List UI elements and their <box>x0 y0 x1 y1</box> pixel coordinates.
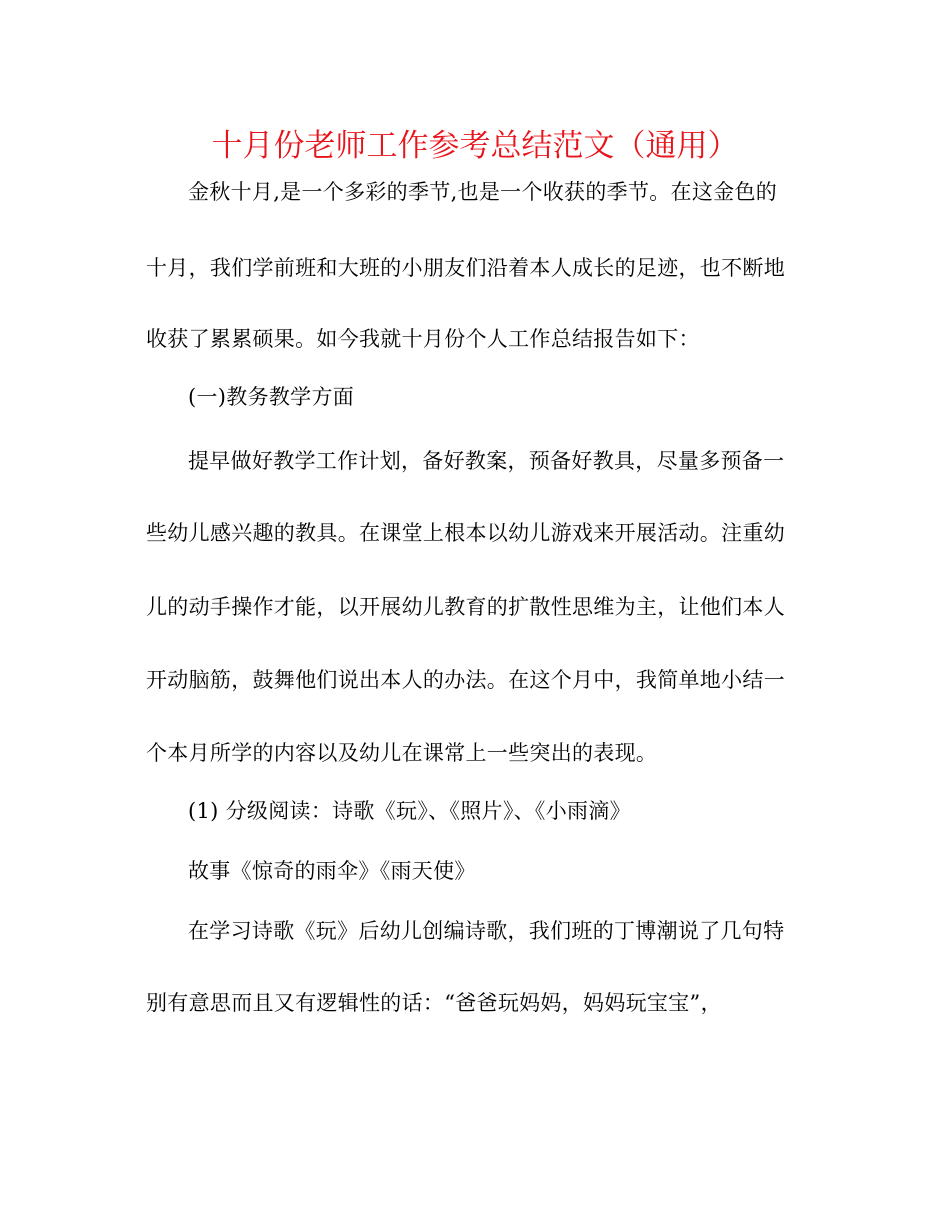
document-title: 十月份老师工作参考总结范文（通用） <box>211 128 739 164</box>
paragraph-line: 儿的动手操作才能，以开展幼儿教育的扩散性思维为主，让他们本人 <box>146 595 785 619</box>
paragraph-line: 些幼儿感兴趣的教具。在课堂上根本以幼儿游戏来开展活动。注重幼 <box>146 521 785 545</box>
paragraph-line: 别有意思而且又有逻辑性的话：“爸爸玩妈妈，妈妈玩宝宝”， <box>146 991 722 1015</box>
list-item: (1) 分级阅读：诗歌《玩》、《照片》、《小雨滴》 <box>188 799 631 823</box>
paragraph-line: 收获了累累硕果。如今我就十月份个人工作总结报告如下： <box>146 327 700 351</box>
paragraph-line: 开动脑筋，鼓舞他们说出本人的办法。在这个月中，我简单地小结一 <box>146 668 785 692</box>
paragraph-line: 金秋十月,是一个多彩的季节,也是一个收获的季节。在这金色的 <box>188 180 778 204</box>
paragraph-line: 提早做好教学工作计划，备好教案，预备好教具，尽量多预备一 <box>188 449 785 473</box>
section-heading: (一)教务教学方面 <box>188 385 355 409</box>
paragraph-line: 个本月所学的内容以及幼儿在课常上一些突出的表现。 <box>146 741 658 765</box>
paragraph-line: 故事《惊奇的雨伞》《雨天使》 <box>188 859 476 883</box>
paragraph-line: 在学习诗歌《玩》后幼儿创编诗歌，我们班的丁博潮说了几句特 <box>188 919 785 943</box>
paragraph-line: 十月，我们学前班和大班的小朋友们沿着本人成长的足迹，也不断地 <box>146 256 785 280</box>
